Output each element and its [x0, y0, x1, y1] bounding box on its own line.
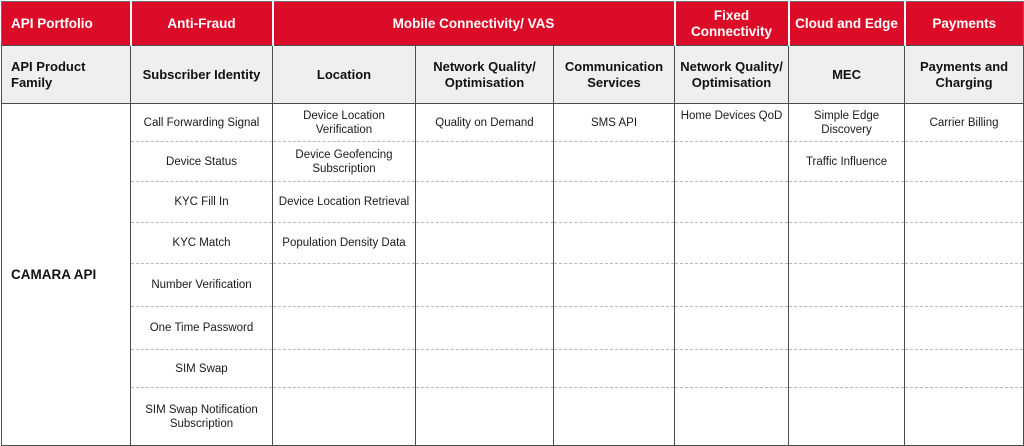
- header-api-portfolio: API Portfolio: [2, 2, 131, 46]
- table-row: [2, 350, 1024, 388]
- fixed-network-quality-cell: [675, 182, 789, 223]
- subscriber-identity-cell: Number Verification: [131, 264, 273, 307]
- location-cell: Population Density Data: [273, 223, 416, 264]
- communication-services-cell: SMS API: [554, 104, 675, 142]
- subheader-subscriber-identity: Subscriber Identity: [131, 46, 273, 104]
- table-row: [2, 142, 1024, 182]
- payments-charging-cell: [905, 223, 1024, 264]
- fixed-network-quality-cell: [675, 142, 789, 182]
- fixed-network-quality-cell: [675, 388, 789, 446]
- subscriber-identity-cell: Device Status: [131, 142, 273, 182]
- api-portfolio-table: [1, 1, 1024, 446]
- mec-cell: [789, 182, 905, 223]
- network-quality-cell: [416, 182, 554, 223]
- mec-cell: Simple Edge Discovery: [789, 104, 905, 142]
- subscriber-identity-cell: One Time Password: [131, 307, 273, 350]
- header-mobile-connectivity: Mobile Connectivity/ VAS: [273, 2, 675, 46]
- network-quality-cell: [416, 350, 554, 388]
- mec-cell: [789, 388, 905, 446]
- subheader-location: Location: [273, 46, 416, 104]
- subscriber-identity-cell: KYC Fill In: [131, 182, 273, 223]
- network-quality-cell: [416, 142, 554, 182]
- payments-charging-cell: Carrier Billing: [905, 104, 1024, 142]
- payments-charging-cell: [905, 307, 1024, 350]
- subscriber-identity-cell: SIM Swap: [131, 350, 273, 388]
- payments-charging-cell: [905, 264, 1024, 307]
- subheader-network-quality: Network Quality/ Optimisation: [416, 46, 554, 104]
- subheader-mec: MEC: [789, 46, 905, 104]
- table-row: [2, 388, 1024, 446]
- communication-services-cell: [554, 182, 675, 223]
- network-quality-cell: [416, 388, 554, 446]
- communication-services-cell: [554, 388, 675, 446]
- location-cell: [273, 307, 416, 350]
- communication-services-cell: [554, 350, 675, 388]
- header-anti-fraud: Anti-Fraud: [131, 2, 273, 46]
- network-quality-cell: [416, 264, 554, 307]
- header-cloud-edge: Cloud and Edge: [789, 2, 905, 46]
- table-row: [2, 264, 1024, 307]
- payments-charging-cell: [905, 388, 1024, 446]
- table-row: [2, 223, 1024, 264]
- subscriber-identity-cell: KYC Match: [131, 223, 273, 264]
- mec-cell: [789, 350, 905, 388]
- table-row: [2, 104, 1024, 142]
- subheader-communication-services: Communication Services: [554, 46, 675, 104]
- payments-charging-cell: [905, 182, 1024, 223]
- mec-cell: [789, 264, 905, 307]
- communication-services-cell: [554, 307, 675, 350]
- location-cell: [273, 388, 416, 446]
- subheader-payments-charging: Payments and Charging: [905, 46, 1024, 104]
- communication-services-cell: [554, 142, 675, 182]
- subheader-api-product-family: API Product Family: [2, 46, 131, 104]
- mec-cell: [789, 307, 905, 350]
- fixed-network-quality-cell: [675, 223, 789, 264]
- location-cell: Device Location Verification: [273, 104, 416, 142]
- header-payments: Payments: [905, 2, 1024, 46]
- fixed-network-quality-cell: [675, 307, 789, 350]
- category-header-row: [2, 2, 1024, 46]
- mec-cell: [789, 223, 905, 264]
- table-row: [2, 307, 1024, 350]
- network-quality-cell: [416, 307, 554, 350]
- api-family-cell: CAMARA API: [2, 104, 131, 446]
- payments-charging-cell: [905, 142, 1024, 182]
- subscriber-identity-cell: SIM Swap Notification Subscription: [131, 388, 273, 446]
- location-cell: [273, 350, 416, 388]
- subcategory-header-row: [2, 46, 1024, 104]
- fixed-network-quality-cell: Home Devices QoD: [675, 104, 789, 142]
- location-cell: Device Geofencing Subscription: [273, 142, 416, 182]
- payments-charging-cell: [905, 350, 1024, 388]
- network-quality-cell: [416, 223, 554, 264]
- network-quality-cell: Quality on Demand: [416, 104, 554, 142]
- communication-services-cell: [554, 264, 675, 307]
- communication-services-cell: [554, 223, 675, 264]
- subheader-fixed-network-quality: Network Quality/ Optimisation: [675, 46, 789, 104]
- table-row: [2, 182, 1024, 223]
- header-fixed-connectivity: Fixed Connectivity: [675, 2, 789, 46]
- fixed-network-quality-cell: [675, 350, 789, 388]
- location-cell: [273, 264, 416, 307]
- subscriber-identity-cell: Call Forwarding Signal: [131, 104, 273, 142]
- fixed-network-quality-cell: [675, 264, 789, 307]
- location-cell: Device Location Retrieval: [273, 182, 416, 223]
- mec-cell: Traffic Influence: [789, 142, 905, 182]
